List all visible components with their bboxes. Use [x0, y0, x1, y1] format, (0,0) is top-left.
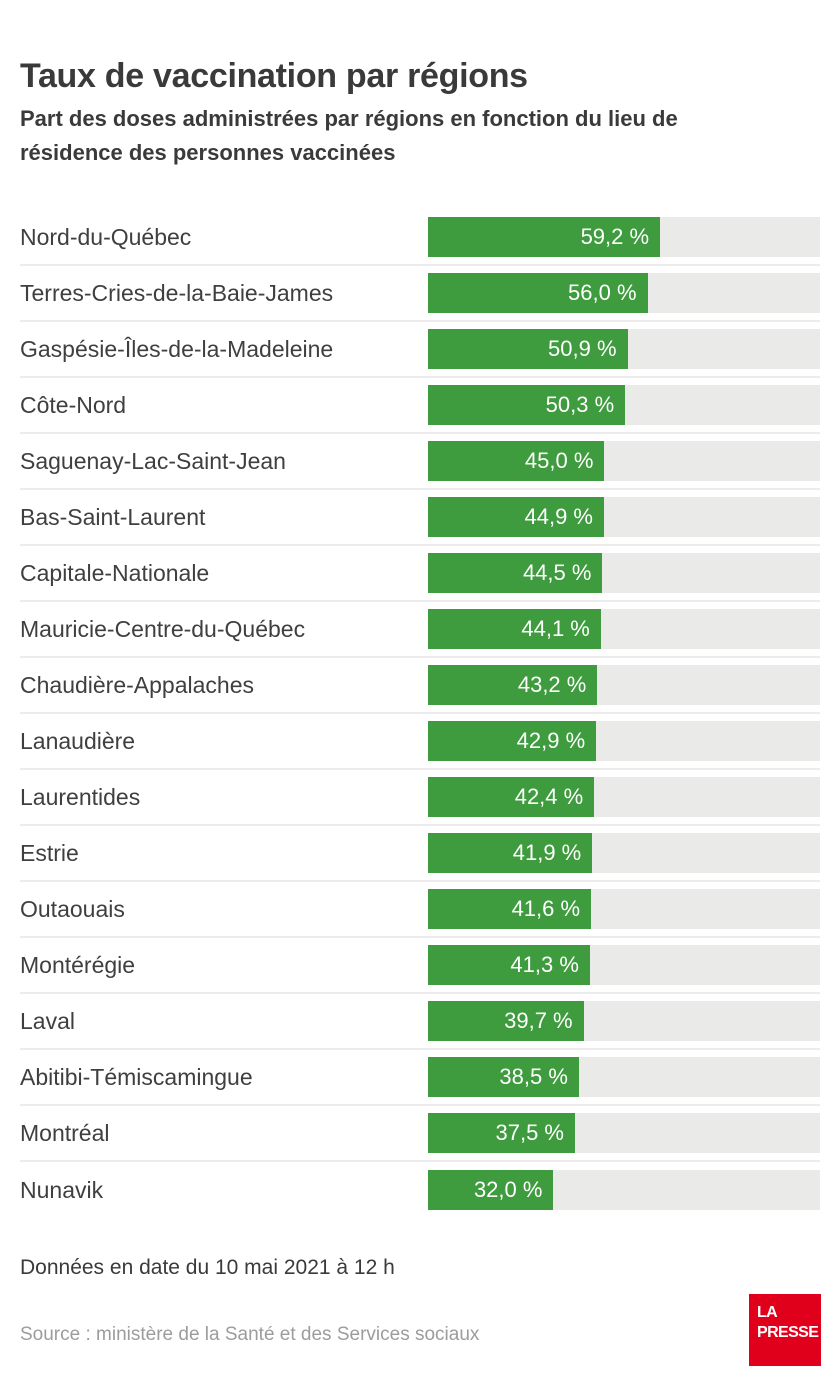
- chart-row: [20, 266, 820, 322]
- bar-value-label: 39,7 %: [504, 1008, 573, 1033]
- bar-track: [428, 609, 820, 649]
- chart-row: [20, 546, 820, 602]
- bar-fill: [428, 441, 604, 481]
- data-date-note: Données en date du 10 mai 2021 à 12 h: [20, 1256, 395, 1279]
- bar-track: [428, 889, 820, 929]
- region-label: Montérégie: [20, 951, 136, 978]
- region-label: Chaudière-Appalaches: [20, 671, 254, 698]
- bar-fill: [428, 833, 592, 873]
- bar-track: [428, 1057, 820, 1097]
- chart-row: [20, 378, 820, 434]
- bar-fill: [428, 1170, 553, 1210]
- bar-fill: [428, 777, 594, 817]
- bar-track: [428, 1113, 820, 1153]
- bar-fill: [428, 721, 596, 761]
- region-label: Côte-Nord: [20, 391, 127, 418]
- chart-row: [20, 322, 820, 378]
- bar-track: [428, 665, 820, 705]
- chart-row: [20, 994, 820, 1050]
- chart-row: [20, 1106, 820, 1162]
- bar-track: [428, 1001, 820, 1041]
- chart-row: [20, 658, 820, 714]
- bar-value-label: 45,0 %: [524, 448, 594, 473]
- bar-value-label: 42,4 %: [514, 784, 584, 809]
- bar-fill: [428, 609, 601, 649]
- bar-value-label: 42,9 %: [516, 728, 586, 753]
- bar-value-label: 44,5 %: [522, 560, 592, 585]
- chart-subtitle: Part des doses administrées par régions en fonction du lieu de résidence des personnes vaccinées: [20, 106, 678, 165]
- region-label: Laurentides: [20, 783, 141, 810]
- bar-track: [428, 329, 820, 369]
- bar-value-label: 41,9 %: [512, 840, 582, 865]
- bar-track: [428, 721, 820, 761]
- bar-track: [428, 273, 820, 313]
- bar-fill: [428, 497, 604, 537]
- bar-fill: [428, 553, 602, 593]
- chart-row: [20, 826, 820, 882]
- bar-track: [428, 553, 820, 593]
- bar-value-label: 50,3 %: [545, 392, 615, 417]
- region-label: Outaouais: [20, 895, 125, 922]
- bar-fill: [428, 273, 648, 313]
- bar-track: [428, 441, 820, 481]
- bar-fill: [428, 329, 628, 369]
- chart-row: [20, 210, 820, 266]
- bar-track: [428, 497, 820, 537]
- bar-track: [428, 777, 820, 817]
- logo-line2: PRESSE: [757, 1324, 819, 1341]
- bar-fill: [428, 1057, 579, 1097]
- bar-value-label: 44,1 %: [521, 616, 590, 641]
- la-presse-logo: [749, 1294, 821, 1366]
- region-label: Gaspésie-Îles-de-la-Madeleine: [20, 335, 334, 362]
- region-label: Lanaudière: [20, 727, 136, 754]
- bar-fill: [428, 385, 625, 425]
- bar-fill: [428, 1113, 575, 1153]
- region-label: Laval: [20, 1007, 75, 1034]
- chart-row: [20, 602, 820, 658]
- region-label: Estrie: [20, 839, 79, 866]
- bar-track: [428, 385, 820, 425]
- bar-value-label: 41,3 %: [510, 952, 579, 977]
- logo-line1: LA: [757, 1304, 778, 1321]
- source-note: Source : ministère de la Santé et des Services sociaux: [20, 1324, 480, 1345]
- region-label: Capitale-Nationale: [20, 559, 210, 586]
- bar-fill: [428, 1001, 584, 1041]
- bar-fill: [428, 665, 597, 705]
- bar-track: [428, 217, 820, 257]
- chart-row: [20, 1162, 820, 1218]
- bar-fill: [428, 217, 660, 257]
- bar-value-label: 38,5 %: [499, 1064, 568, 1089]
- bar-value-label: 56,0 %: [568, 280, 637, 305]
- region-label: Saguenay-Lac-Saint-Jean: [20, 447, 286, 474]
- bar-value-label: 44,9 %: [524, 504, 593, 529]
- bar-value-label: 50,9 %: [548, 336, 617, 361]
- chart-row: [20, 882, 820, 938]
- chart-row: [20, 714, 820, 770]
- page-title: Taux de vaccination par régions: [20, 56, 528, 95]
- bar-value-label: 41,6 %: [511, 896, 581, 921]
- bar-track: [428, 1170, 820, 1210]
- region-label: Terres-Cries-de-la-Baie-James: [20, 279, 334, 306]
- bar-chart: [20, 210, 820, 1218]
- bar-fill: [428, 889, 591, 929]
- bar-fill: [428, 945, 590, 985]
- bar-value-label: 37,5 %: [495, 1120, 564, 1145]
- chart-row: [20, 770, 820, 826]
- chart-row: [20, 1050, 820, 1106]
- region-label: Montréal: [20, 1119, 110, 1146]
- region-label: Bas-Saint-Laurent: [20, 503, 206, 530]
- chart-row: [20, 434, 820, 490]
- region-label: Abitibi-Témiscamingue: [20, 1063, 253, 1090]
- bar-value-label: 32,0 %: [473, 1177, 543, 1202]
- bar-track: [428, 945, 820, 985]
- chart-row: [20, 938, 820, 994]
- bar-value-label: 59,2 %: [580, 224, 650, 249]
- chart-row: [20, 490, 820, 546]
- region-label: Nunavik: [20, 1176, 104, 1203]
- region-label: Mauricie-Centre-du-Québec: [20, 615, 306, 642]
- bar-value-label: 43,2 %: [517, 672, 587, 697]
- region-label: Nord-du-Québec: [20, 223, 192, 250]
- bar-track: [428, 833, 820, 873]
